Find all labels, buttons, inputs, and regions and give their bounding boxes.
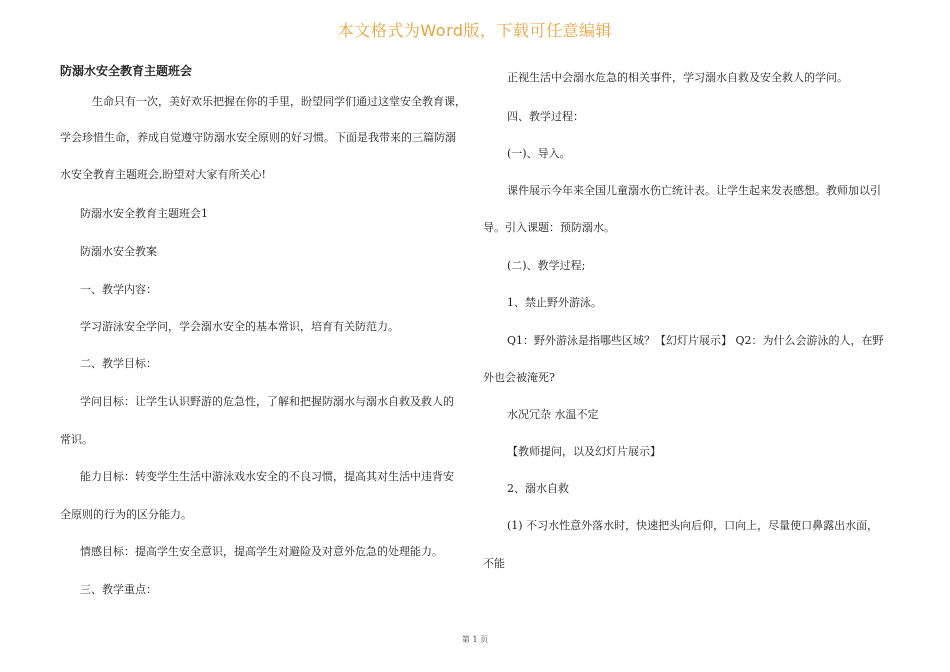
section-heading: 防溺水安全教案 (80, 245, 157, 258)
section-heading: 2、溺水自救 (507, 482, 569, 495)
paragraph-line: 全原则的行为的区分能力。 (60, 508, 192, 521)
paragraph-line: 外也会被淹死? (483, 371, 555, 384)
section-heading: 三、教学重点： (80, 583, 157, 596)
paragraph-line: 水安全教育主题班会,盼望对大家有所关心! (60, 168, 266, 181)
paragraph-line: 课件展示今年来全国儿童溺水伤亡统计表。让学生起来发表感想。教师加以引 (507, 184, 881, 197)
paragraph-line: 能力目标：转变学生生活中游泳戏水安全的不良习惯，提高其对生活中违背安 (80, 470, 454, 483)
section-heading: 1、禁止野外游泳。 (507, 296, 602, 309)
paragraph-line: 生命只有一次，美好欢乐把握在你的手里，盼望同学们通过这堂安全教育课， (92, 95, 466, 108)
section-heading: 二、教学目标： (80, 357, 157, 370)
paragraph-line: Q1：野外游泳是指哪些区域？【幻灯片展示】 Q2：为什么会游泳的人，在野 (507, 334, 884, 347)
paragraph-line: (1) 不习水性意外落水时，快速把头向后仰，口向上，尽量使口鼻露出水面， (507, 519, 879, 532)
paragraph-line: 常识。 (60, 433, 93, 446)
paragraph-line: 导。引入课题：预防溺水。 (483, 221, 615, 234)
paragraph-line: 学问目标：让学生认识野游的危急性，了解和把握防溺水与溺水自救及救人的 (80, 395, 454, 408)
paragraph-line: 学会珍惜生命，养成自觉遵守防溺水安全原则的好习惯。下面是我带来的三篇防溺 (60, 131, 456, 144)
section-heading: (一)、导入。 (507, 147, 571, 160)
section-heading: 一、教学内容： (80, 283, 157, 296)
section-heading: (二)、教学过程; (507, 259, 586, 272)
paragraph-line: 水况冗杂 水温不定 (507, 408, 599, 421)
document-title: 防溺水安全教育主题班会 (60, 64, 193, 78)
section-heading: 防溺水安全教育主题班会1 (80, 207, 208, 220)
section-heading: 四、教学过程： (507, 110, 584, 123)
paragraph-line: 【教师提问，以及幻灯片展示】 (507, 445, 661, 458)
paragraph-line: 正视生活中会溺水危急的相关事件，学习溺水自救及安全救人的学问。 (507, 71, 848, 84)
paragraph-line: 不能 (483, 557, 505, 570)
page-number: 第 1 页 (461, 635, 489, 644)
download-banner: 本文格式为Word版，下载可任意编辑 (337, 21, 613, 40)
paragraph-line: 学习游泳安全学问，学会溺水安全的基本常识，培育有关防范力。 (80, 320, 399, 333)
paragraph-line: 情感目标：提高学生安全意识，提高学生对避险及对意外危急的处理能力。 (80, 545, 443, 558)
